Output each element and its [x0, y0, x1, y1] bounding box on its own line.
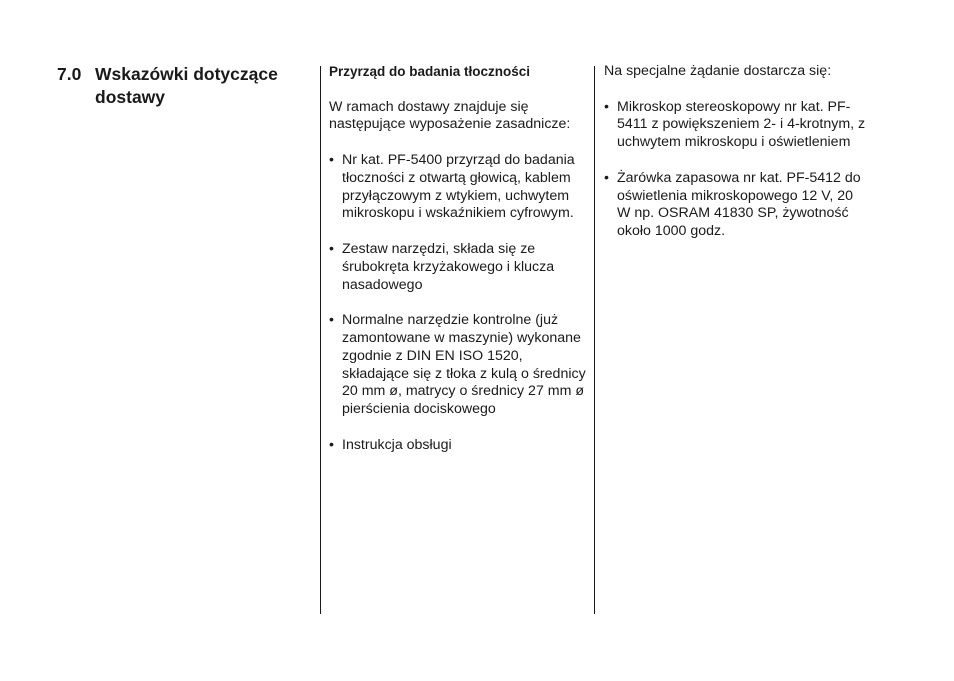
intro-paragraph: Na specjalne żądanie dostarcza się: — [604, 63, 832, 79]
equipment-list — [329, 152, 591, 455]
list-item-text: Zestaw narzędzi, składa się ze śrubokręta krzyżakowego i klucza nasadowego — [342, 240, 555, 293]
optional-equipment-column — [604, 63, 866, 259]
list-item — [329, 312, 591, 419]
column-divider — [594, 66, 595, 614]
list-item — [604, 170, 866, 241]
list-item-text: Normalne narzędzie kontrolne (już zamontowane w maszynie) wykonane zgodnie z DIN EN ISO 1520, składające się z tłoka z kulą o średnicy 20 mm ø, matrycy o średnicy 27 mm ø pierścienia dociskowego — [342, 312, 586, 418]
bullet-icon: • — [329, 240, 334, 257]
bullet-icon: • — [329, 312, 334, 329]
list-item-text: Instrukcja obsługi — [342, 436, 452, 453]
list-item-text: Mikroskop stereoskopowy nr kat. PF-5411 z powiększeniem 2- i 4-krotnym, z uchwytem mikroskopu i oświetleniem — [617, 98, 866, 151]
section-title: Wskazówki dotyczące dostawy — [95, 64, 278, 107]
list-item — [329, 152, 591, 223]
list-item — [329, 241, 591, 294]
bullet-icon: • — [604, 169, 609, 186]
section-heading — [57, 63, 307, 109]
column-heading: Przyrząd do badania tłoczności — [329, 64, 531, 79]
standard-equipment-column — [329, 63, 591, 472]
list-item — [329, 437, 591, 455]
list-item-text: Nr kat. PF-5400 przyrząd do badania tłoczności z otwartą głowicą, kablem przyłączowym z wtykiem, uchwytem mikroskopu i wskaźnikiem cyfrowym. — [342, 151, 575, 222]
list-item-text: Żarówka zapasowa nr kat. PF-5412 do oświetlenia mikroskopowego 12 V, 20 W np. OSRAM 41830 SP, żywotność około 1000 godz. — [617, 169, 861, 240]
bullet-icon: • — [329, 151, 334, 168]
bullet-icon: • — [604, 98, 609, 115]
list-item — [604, 99, 866, 152]
bullet-icon: • — [329, 436, 334, 453]
optional-list — [604, 99, 866, 241]
section-number: 7.0 — [57, 64, 82, 84]
column-divider — [320, 66, 321, 614]
intro-paragraph: W ramach dostawy znajduje się następujące wyposażenie zasadnicze: — [329, 98, 571, 133]
